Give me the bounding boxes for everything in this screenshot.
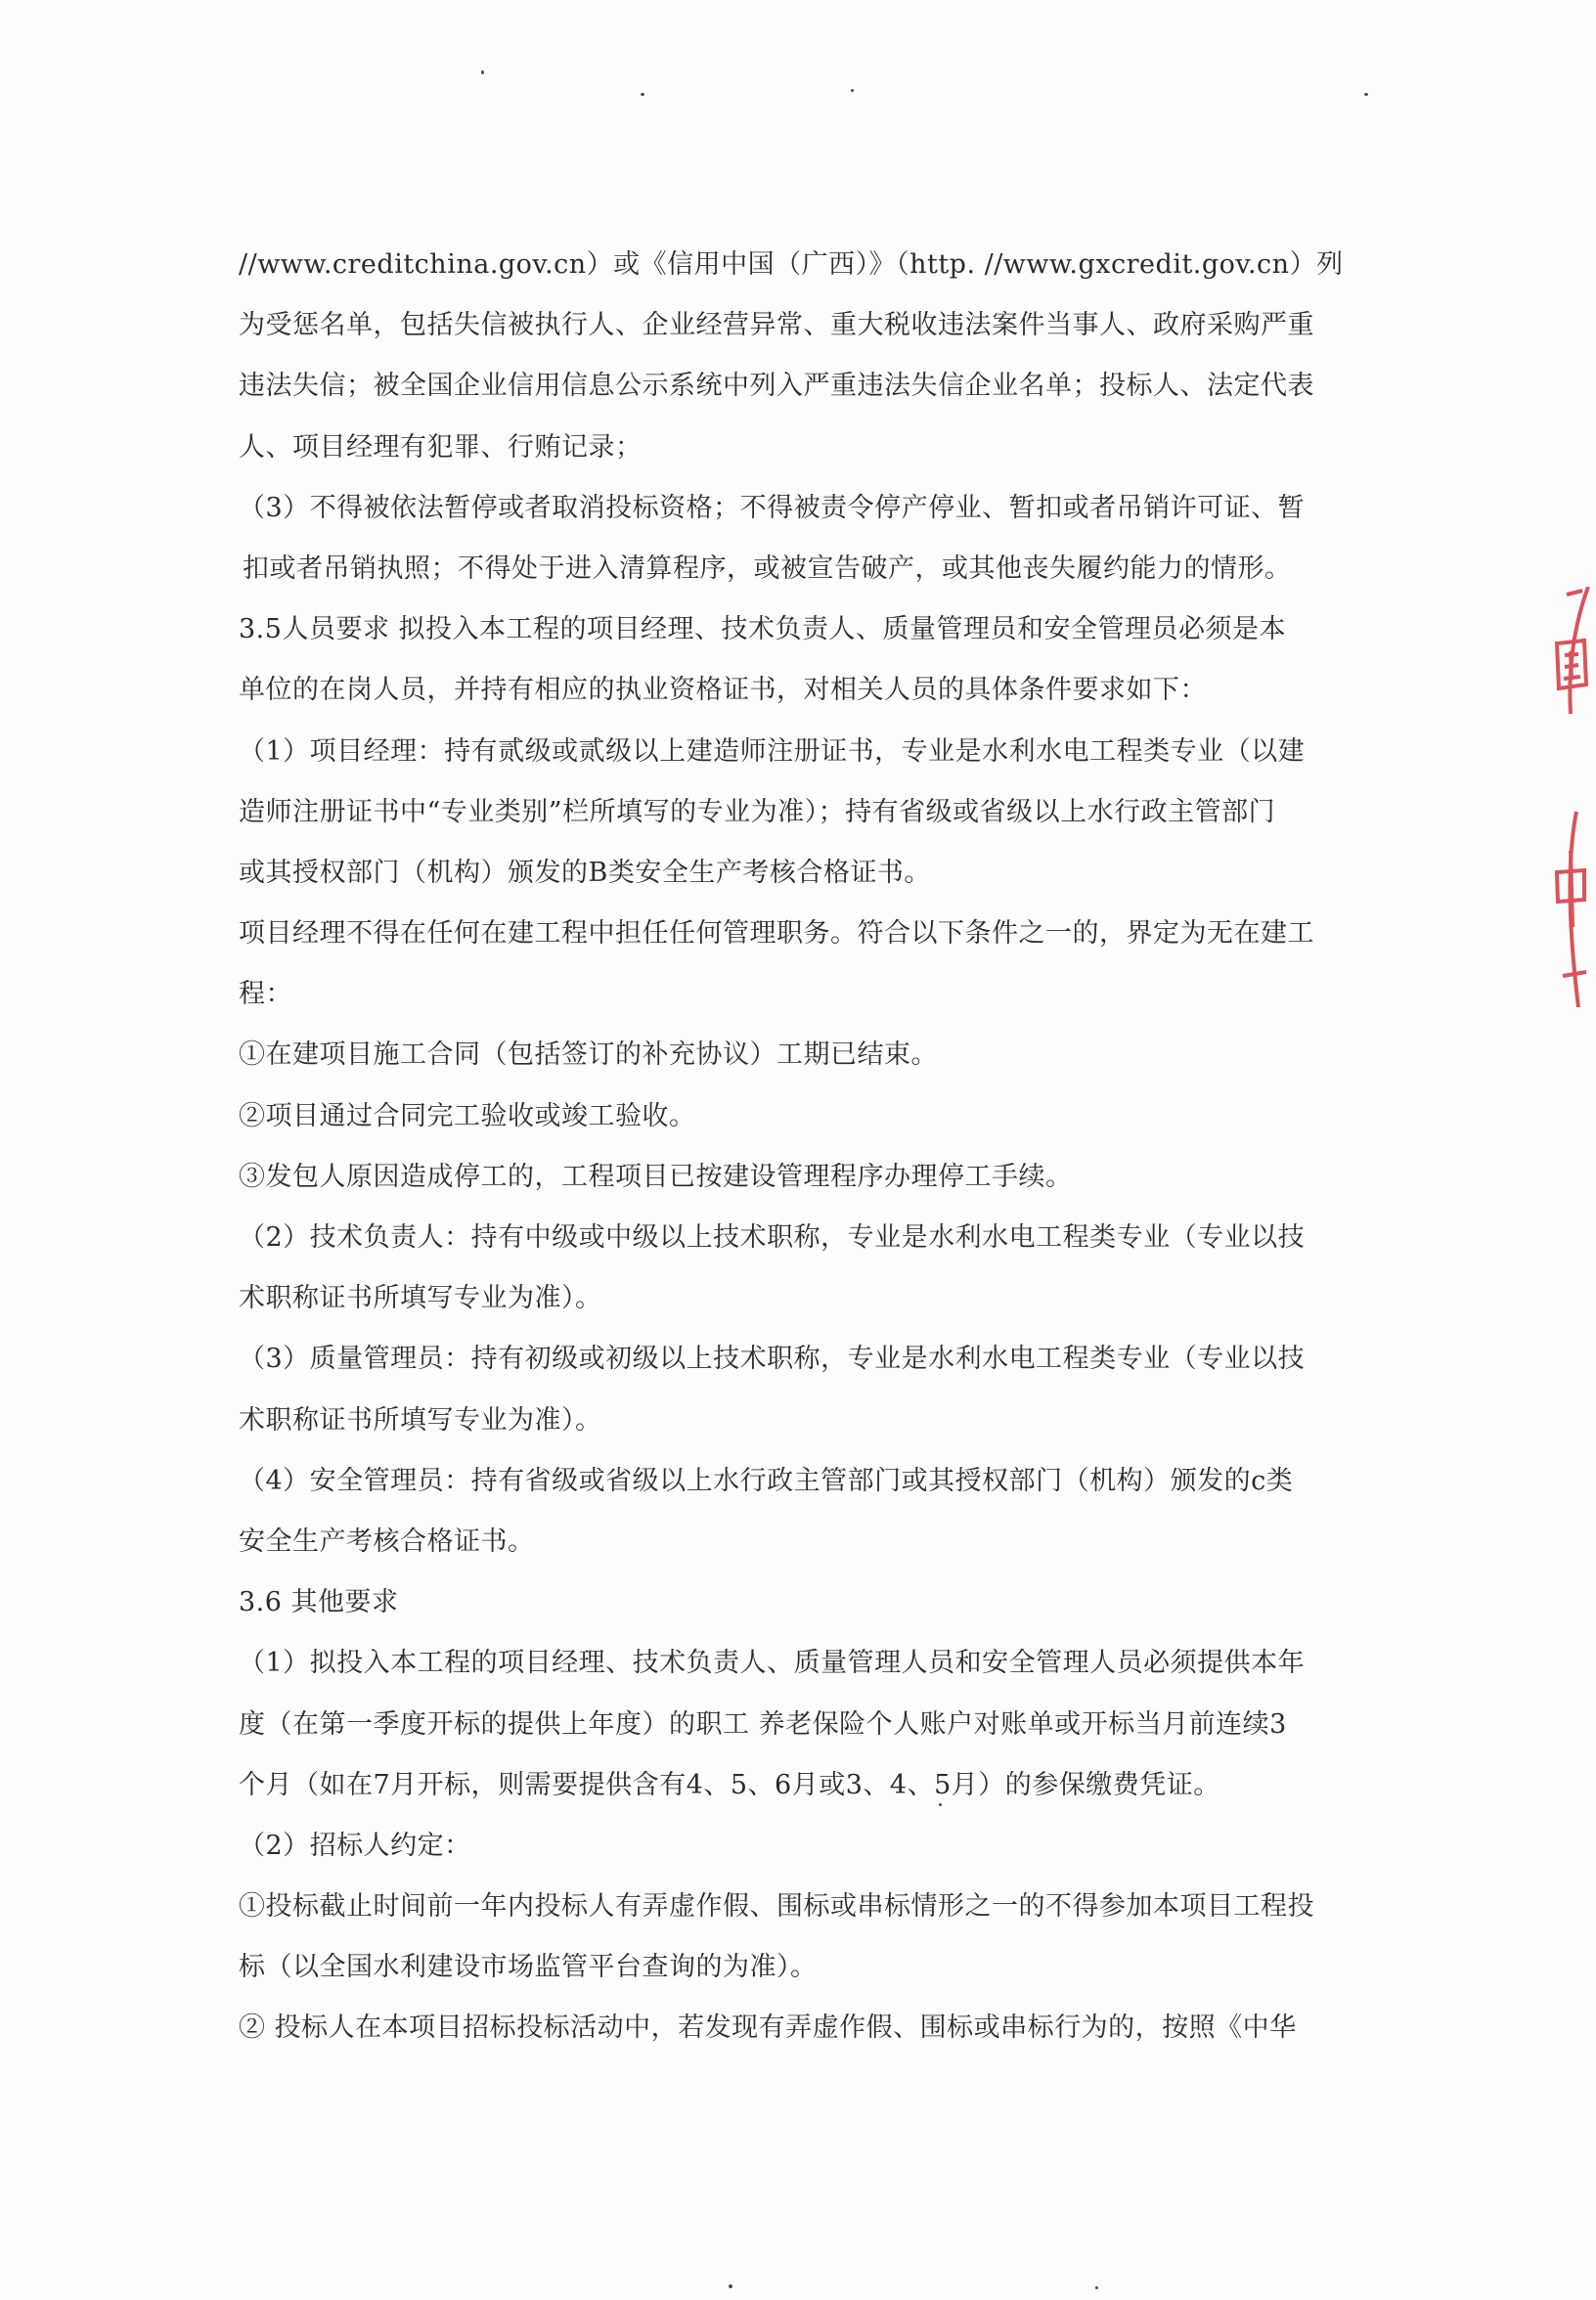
text-line: （3）不得被依法暂停或者取消投标资格；不得被责令停产停业、暂扣或者吊销许可证、暂 <box>239 492 1306 523</box>
text-line: （4）安全管理员：持有省级或省级以上水行政主管部门或其授权部门（机构）颁发的c类 <box>239 1465 1294 1496</box>
text-line: 度（在第一季度开标的提供上年度）的职工 养老保险个人账户对账单或开标当月前连续3 <box>239 1708 1287 1740</box>
text-line: 术职称证书所填写专业为准）。 <box>239 1404 602 1436</box>
text-line: 3.6 其他要求 <box>239 1587 399 1618</box>
text-line: //www.creditchina.gov.cn）或《信用中国（广西）》（http. //www.gxcredit.gov.cn）列 <box>239 249 1344 280</box>
text-line: （2）招标人约定： <box>239 1830 471 1861</box>
text-line: （1）拟投入本工程的项目经理、技术负责人、质量管理人员和安全管理人员必须提供本年 <box>239 1648 1306 1679</box>
scan-speck <box>1364 93 1368 96</box>
scan-speck <box>851 89 854 92</box>
red-seal-stamp <box>1528 587 1596 1007</box>
text-line: 人、项目经理有犯罪、行贿记录； <box>239 431 643 463</box>
text-line: 程： <box>239 979 292 1010</box>
text-line: ①在建项目施工合同（包括签订的补充协议）工期已结束。 <box>239 1039 938 1071</box>
text-line: （3）质量管理员：持有初级或初级以上技术职称，专业是水利水电工程类专业（专业以技 <box>239 1344 1306 1375</box>
text-line: （1）项目经理：持有贰级或贰级以上建造师注册证书，专业是水利水电工程类专业（以建 <box>239 735 1306 767</box>
text-line: 3.5人员要求 拟投入本工程的项目经理、技术负责人、质量管理员和安全管理员必须是本 <box>239 614 1287 645</box>
text-line: 扣或者吊销执照；不得处于进入清算程序，或被宣告破产，或其他丧失履约能力的情形。 <box>243 553 1292 584</box>
scan-speck <box>481 70 484 74</box>
text-line: 个月（如在7月开标，则需要提供含有4、5、6月或3、4、5月）的参保缴费凭证。 <box>239 1769 1220 1800</box>
text-line: 术职称证书所填写专业为准）。 <box>239 1283 602 1314</box>
text-line: （2）技术负责人：持有中级或中级以上技术职称，专业是水利水电工程类专业（专业以技 <box>239 1222 1306 1253</box>
text-line: 为受惩名单，包括失信被执行人、企业经营异常、重大税收违法案件当事人、政府采购严重 <box>239 310 1314 341</box>
text-line: 造师注册证书中“专业类别”栏所填写的专业为准）；持有省级或省级以上水行政主管部门 <box>239 796 1276 827</box>
text-line: ② 投标人在本项目招标投标活动中，若发现有弄虚作假、围标或串标行为的，按照《中华 <box>239 2012 1297 2044</box>
text-line: 标（以全国水利建设市场监管平台查询的为准）。 <box>239 1952 818 1983</box>
text-line: ③发包人原因造成停工的，工程项目已按建设管理程序办理停工手续。 <box>239 1161 1073 1192</box>
scan-speck <box>729 2284 732 2288</box>
text-line: 违法失信；被全国企业信用信息公示系统中列入严重违法失信企业名单；投标人、法定代表 <box>239 371 1314 402</box>
text-line: 单位的在岗人员，并持有相应的执业资格证书，对相关人员的具体条件要求如下： <box>239 675 1207 706</box>
document-body <box>231 235 1344 2059</box>
text-line: ②项目通过合同完工验收或竣工验收。 <box>239 1100 696 1131</box>
text-line: ①投标截止时间前一年内投标人有弄虚作假、围标或串标情形之一的不得参加本项目工程投 <box>239 1891 1314 1923</box>
text-line: 安全生产考核合格证书。 <box>239 1526 535 1557</box>
text-line: 或其授权部门（机构）颁发的B类安全生产考核合格证书。 <box>239 857 931 888</box>
scan-speck <box>1095 2286 1098 2289</box>
scan-speck <box>641 93 644 96</box>
text-line: 项目经理不得在任何在建工程中担任任何管理职务。符合以下条件之一的，界定为无在建工 <box>239 918 1314 950</box>
